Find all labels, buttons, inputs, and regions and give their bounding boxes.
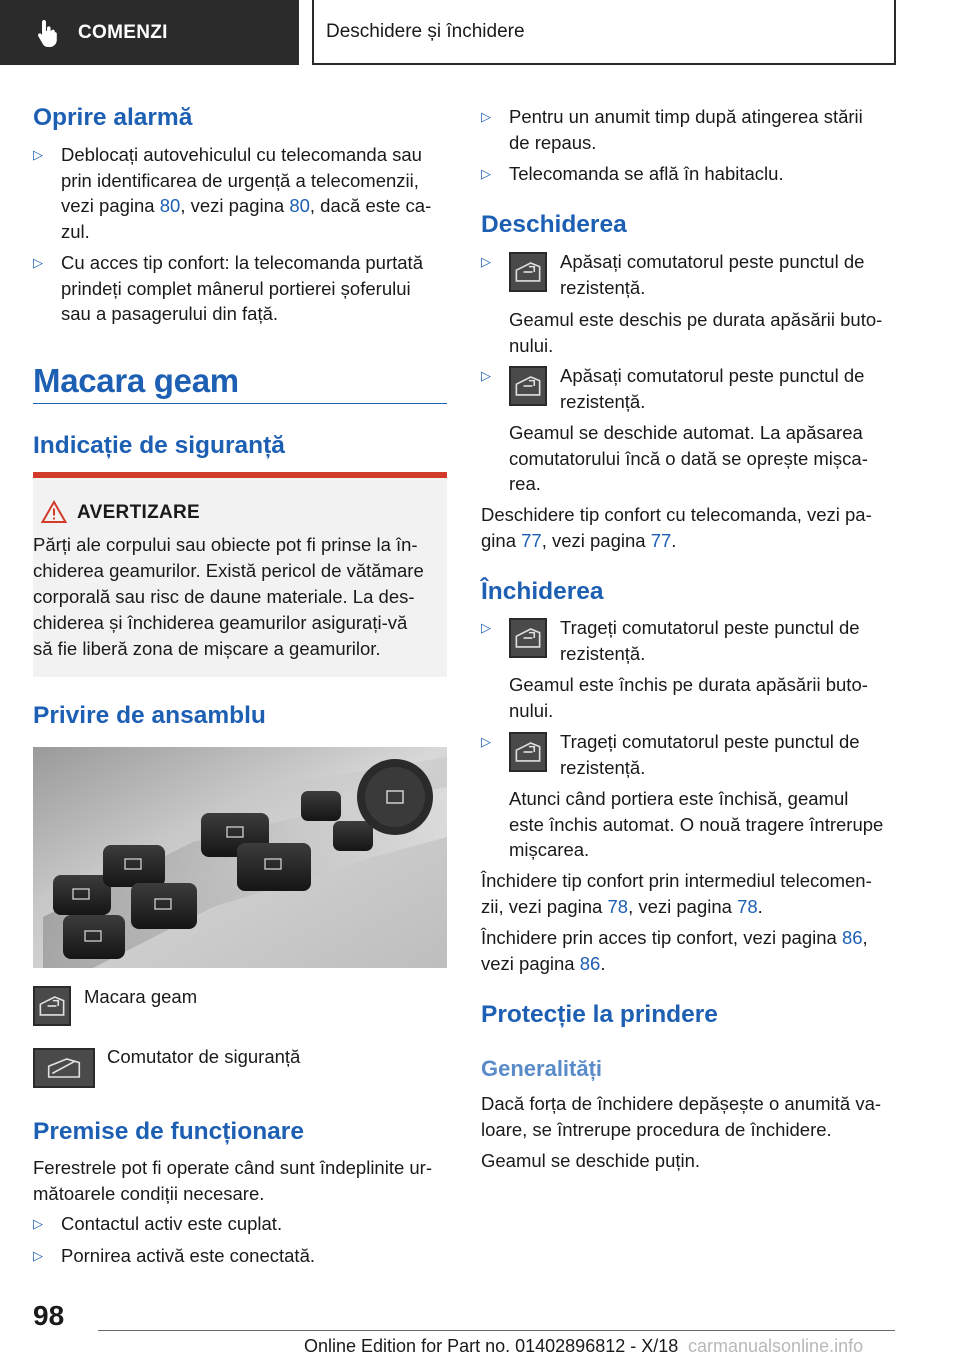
page-link[interactable]: 86 (841, 927, 863, 948)
heading-deschiderea: Deschiderea (481, 211, 627, 238)
step-action: Trageți comutatorul peste punctul de rezistență. (560, 617, 860, 664)
text-line: sau a pasagerului din față. (61, 303, 279, 324)
triangle-bullet-icon: ▷ (481, 620, 491, 635)
paragraph: Închidere prin acces tip confort, vezi pagina 86, vezi pagina 86. (481, 927, 868, 974)
heading-macara-geam: Macara geam (33, 362, 239, 399)
text-line: prindeți complet mânerul portierei șoferului (61, 277, 411, 299)
list-item: ▷ Pornirea activă este conectată. (33, 1243, 447, 1269)
heading-protectie: Protecție la prindere (481, 1001, 718, 1028)
window-lift-switch-icon (33, 986, 71, 1026)
warning-text: Părți ale corpului sau obiecte pot fi prinse la în- chiderea geamurilor. Există pericol de vătămare corporală sau risc de daune materiale. La des- chiderea și închiderea geamurilor asigurați-vă să fie liberă zona de mișcare a geamurilor. (33, 534, 424, 659)
triangle-bullet-icon: ▷ (481, 254, 491, 269)
footer-rule (98, 1330, 895, 1331)
heading-oprire-alarma: Oprire alarmă (33, 104, 193, 131)
heading-rule (33, 403, 447, 404)
triangle-bullet-icon: ▷ (33, 1216, 43, 1231)
triangle-bullet-icon: ▷ (481, 109, 491, 124)
page-link[interactable]: 86 (579, 952, 601, 974)
page-link[interactable]: 80 (159, 195, 181, 216)
text-line: vezi pagina 80, vezi pagina 80, dacă este ca- (61, 195, 432, 216)
section-label: COMENZI (78, 21, 168, 43)
paragraph: Dacă forța de închidere depășește o anumită va- loare, se întrerupe procedura de închidere. (481, 1093, 882, 1140)
warning-triangle-icon (41, 500, 67, 524)
list-item (33, 142, 447, 244)
page-link[interactable]: 78 (737, 895, 758, 917)
warning-box (33, 472, 447, 677)
text-line: prin identificarea de urgență a telecomenzii, (61, 169, 419, 191)
triangle-bullet-icon: ▷ (33, 1248, 43, 1263)
hand-pointer-icon (36, 17, 64, 49)
page-link[interactable]: 80 (289, 195, 310, 216)
triangle-bullet-icon: ▷ (481, 734, 491, 749)
heading-indicatie: Indicație de siguranță (33, 432, 285, 459)
triangle-bullet-icon: ▷ (481, 166, 491, 181)
heading-premise: Premise de funcționare (33, 1118, 304, 1145)
warning-title: AVERTIZARE (77, 502, 200, 523)
paragraph: Deschidere tip confort cu telecomanda, vezi pa- gina 77, vezi pagina 77. (481, 504, 872, 551)
triangle-bullet-icon: ▷ (33, 147, 43, 162)
legend-label: Comutator de siguranță (107, 1046, 301, 1067)
chapter-title: Deschidere și închidere (326, 20, 525, 42)
window-switch-photo (33, 747, 447, 968)
heading-privire: Privire de ansamblu (33, 702, 266, 729)
paragraph: Închidere tip confort prin intermediul telecomen- zii, vezi pagina 78, vezi pagina 78. (481, 870, 872, 917)
legend-label: Macara geam (84, 986, 198, 1007)
heading-generalitati: Generalități (481, 1056, 603, 1081)
step-action: Apăsați comutatorul peste punctul de rezistență. (560, 251, 865, 298)
section-tab (0, 0, 299, 65)
page-link[interactable]: 77 (650, 529, 672, 551)
triangle-bullet-icon: ▷ (33, 255, 43, 270)
text-line: Deblocați autovehiculul cu telecomanda sau (61, 144, 422, 165)
text-line: Cu acces tip confort: la telecomanda purtată (61, 252, 423, 273)
page-link[interactable]: 77 (521, 529, 542, 551)
safety-switch-icon (33, 1048, 95, 1088)
footer-edition: Online Edition for Part no. 01402896812 - X/18 (304, 1336, 679, 1356)
list-item: ▷ Pentru un anumit timp după atingerea stării de repaus. (481, 106, 863, 153)
step-result: Geamul este deschis pe durata apăsării buto- nului. (509, 309, 883, 356)
window-lift-switch-icon (509, 252, 547, 292)
window-lift-switch-icon (509, 366, 547, 406)
paragraph: Geamul se deschide puțin. (481, 1150, 701, 1171)
watermark: carmanualsonline.info (688, 1336, 864, 1356)
step-action: Trageți comutatorul peste punctul de rezistență. (560, 731, 860, 778)
text-line: zul. (61, 220, 90, 242)
page-link[interactable]: 78 (607, 895, 629, 917)
step-result: Geamul se deschide automat. La apăsarea comutatorului încă o dată se oprește mișca- rea. (509, 422, 868, 494)
list-item: ▷ Telecomanda se află în habitaclu. (481, 161, 895, 187)
step-action: Apăsați comutatorul peste punctul de rezistență. (560, 365, 865, 412)
triangle-bullet-icon: ▷ (481, 368, 491, 383)
list-item (33, 250, 447, 327)
window-lift-switch-icon (509, 732, 547, 772)
paragraph: Ferestrele pot fi operate când sunt îndeplinite ur- mătoarele condiții necesare. (33, 1157, 433, 1204)
step-result: Atunci când portiera este închisă, geamul este închis automat. O nouă tragere întrerupe mișcarea. (509, 788, 884, 860)
page-number: 98 (33, 1300, 65, 1331)
list-item: ▷ Contactul activ este cuplat. (33, 1211, 447, 1237)
heading-inchiderea: Închiderea (481, 578, 604, 605)
window-lift-switch-icon (509, 618, 547, 658)
step-result: Geamul este închis pe durata apăsării buto- nului. (509, 674, 868, 721)
chapter-header (312, 0, 896, 65)
